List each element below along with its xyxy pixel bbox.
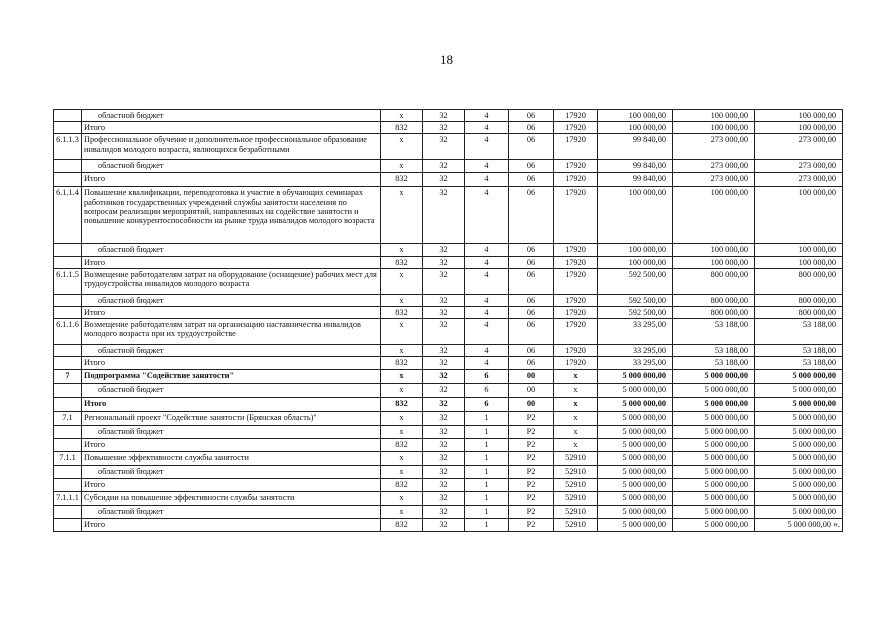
code-cell: 4 (465, 307, 509, 319)
code-cell: 17920 (554, 307, 598, 319)
row-name-cell: областной бюджет (82, 294, 381, 306)
amount-cell: 5 000 000,00 ». (755, 518, 843, 531)
code-cell: 32 (423, 268, 465, 294)
row-number-cell (54, 438, 82, 451)
code-cell: 17920 (554, 357, 598, 369)
code-cell: x (381, 134, 423, 160)
amount-cell: 273 000,00 (755, 173, 843, 187)
code-cell: 52910 (554, 478, 598, 491)
table-row (54, 425, 843, 438)
amount-cell: 5 000 000,00 (673, 505, 755, 518)
row-name-cell: областной бюджет (82, 345, 381, 357)
amount-cell: 53 188,00 (673, 319, 755, 345)
row-name-cell: Итого (82, 173, 381, 187)
amount-cell: 5 000 000,00 (755, 465, 843, 478)
code-cell: 32 (423, 160, 465, 173)
row-name-cell: областной бюджет (82, 505, 381, 518)
row-name-cell: Итого (82, 357, 381, 369)
amount-cell: 5 000 000,00 (673, 491, 755, 505)
code-cell: 4 (465, 357, 509, 369)
row-name-cell: Возмещение работодателям затрат на организацию наставничества инвалидов молодого возраста при их трудоустройстве (82, 319, 381, 345)
code-cell: 32 (423, 425, 465, 438)
amount-cell: 100 000,00 (755, 110, 843, 122)
code-cell: 17920 (554, 244, 598, 256)
row-number-cell (54, 397, 82, 411)
closing-quote-mark: ». (831, 518, 840, 529)
amount-cell: 53 188,00 (673, 357, 755, 369)
row-number-cell: 6.1.1.3 (54, 134, 82, 160)
row-name-cell: Итого (82, 307, 381, 319)
code-cell: x (381, 425, 423, 438)
amount-cell: 5 000 000,00 (598, 518, 673, 531)
amount-cell: 5 000 000,00 (755, 478, 843, 491)
row-number-cell: 7 (54, 369, 82, 383)
table-row (54, 122, 843, 134)
code-cell: 4 (465, 319, 509, 345)
table-row (54, 160, 843, 173)
code-cell: 32 (423, 357, 465, 369)
amount-cell: 5 000 000,00 (598, 465, 673, 478)
code-cell: 32 (423, 369, 465, 383)
code-cell: 52910 (554, 465, 598, 478)
row-name-cell: областной бюджет (82, 383, 381, 397)
code-cell: x (381, 451, 423, 465)
amount-cell: 100 000,00 (755, 122, 843, 134)
amount-cell: 800 000,00 (673, 294, 755, 306)
amount-cell: 5 000 000,00 (673, 397, 755, 411)
code-cell: 4 (465, 122, 509, 134)
amount-cell: 800 000,00 (755, 307, 843, 319)
table-row (54, 307, 843, 319)
code-cell: 4 (465, 160, 509, 173)
code-cell: 06 (509, 187, 554, 244)
code-cell: 32 (423, 244, 465, 256)
code-cell: 17920 (554, 187, 598, 244)
code-cell: x (381, 319, 423, 345)
code-cell: 4 (465, 256, 509, 268)
row-number-cell (54, 518, 82, 531)
amount-cell: 5 000 000,00 (673, 478, 755, 491)
amount-cell: 100 000,00 (673, 122, 755, 134)
amount-cell: 5 000 000,00 (598, 451, 673, 465)
code-cell: 832 (381, 438, 423, 451)
code-cell: 17920 (554, 256, 598, 268)
code-cell: 32 (423, 397, 465, 411)
amount-cell: 100 000,00 (673, 256, 755, 268)
code-cell: x (381, 345, 423, 357)
table-row (54, 256, 843, 268)
row-number-cell (54, 160, 82, 173)
amount-cell: 100 000,00 (598, 122, 673, 134)
table-row (54, 268, 843, 294)
code-cell: x (381, 160, 423, 173)
table-row (54, 411, 843, 425)
table-row (54, 438, 843, 451)
row-number-cell: 7.1.1.1 (54, 491, 82, 505)
amount-cell: 5 000 000,00 (673, 369, 755, 383)
code-cell: 32 (423, 307, 465, 319)
code-cell: 06 (509, 160, 554, 173)
table-row (54, 345, 843, 357)
row-number-cell (54, 478, 82, 491)
row-number-cell (54, 357, 82, 369)
table-row (54, 294, 843, 306)
table-row (54, 518, 843, 531)
amount-cell: 5 000 000,00 (755, 505, 843, 518)
row-number-cell (54, 505, 82, 518)
amount-cell: 5 000 000,00 (673, 465, 755, 478)
code-cell: 17920 (554, 110, 598, 122)
amount-cell: 5 000 000,00 (673, 425, 755, 438)
row-number-cell: 6.1.1.6 (54, 319, 82, 345)
code-cell: 4 (465, 268, 509, 294)
row-number-cell (54, 383, 82, 397)
table-row (54, 110, 843, 122)
code-cell: x (381, 369, 423, 383)
amount-cell: 800 000,00 (755, 268, 843, 294)
code-cell: 4 (465, 134, 509, 160)
table-row (54, 369, 843, 383)
row-name-cell: областной бюджет (82, 160, 381, 173)
amount-cell: 5 000 000,00 (598, 491, 673, 505)
row-name-cell: Итого (82, 122, 381, 134)
code-cell: 17920 (554, 345, 598, 357)
code-cell: 32 (423, 110, 465, 122)
code-cell: P2 (509, 518, 554, 531)
code-cell: 1 (465, 465, 509, 478)
code-cell: 832 (381, 357, 423, 369)
amount-cell: 53 188,00 (755, 357, 843, 369)
table-row (54, 319, 843, 345)
code-cell: 06 (509, 345, 554, 357)
code-cell: 4 (465, 187, 509, 244)
code-cell: x (381, 268, 423, 294)
code-cell: P2 (509, 491, 554, 505)
code-cell: 32 (423, 451, 465, 465)
code-cell: 32 (423, 505, 465, 518)
code-cell: 832 (381, 397, 423, 411)
amount-cell: 800 000,00 (755, 294, 843, 306)
code-cell: 32 (423, 345, 465, 357)
amount-cell: 53 188,00 (755, 319, 843, 345)
amount-cell: 800 000,00 (673, 268, 755, 294)
amount-cell: 100 000,00 (673, 110, 755, 122)
row-number-cell: 6.1.1.5 (54, 268, 82, 294)
amount-cell: 5 000 000,00 (755, 451, 843, 465)
amount-cell: 5 000 000,00 (755, 369, 843, 383)
table-row (54, 357, 843, 369)
code-cell: 06 (509, 357, 554, 369)
code-cell: 32 (423, 122, 465, 134)
code-cell: 06 (509, 256, 554, 268)
code-cell: 06 (509, 307, 554, 319)
code-cell: 1 (465, 505, 509, 518)
code-cell: x (381, 383, 423, 397)
code-cell: 32 (423, 256, 465, 268)
code-cell: 17920 (554, 319, 598, 345)
code-cell: 17920 (554, 173, 598, 187)
amount-cell: 273 000,00 (673, 134, 755, 160)
amount-cell: 5 000 000,00 (598, 478, 673, 491)
row-name-cell: областной бюджет (82, 425, 381, 438)
amount-cell: 5 000 000,00 (598, 505, 673, 518)
amount-cell: 800 000,00 (673, 307, 755, 319)
page-number: 18 (440, 52, 453, 67)
amount-cell: 100 000,00 (755, 187, 843, 244)
code-cell: 1 (465, 425, 509, 438)
amount-cell: 5 000 000,00 (598, 425, 673, 438)
code-cell: 32 (423, 187, 465, 244)
code-cell: 00 (509, 383, 554, 397)
amount-cell: 100 000,00 (598, 187, 673, 244)
code-cell: x (381, 465, 423, 478)
row-number-cell (54, 173, 82, 187)
amount-cell: 100 000,00 (755, 244, 843, 256)
code-cell: 832 (381, 307, 423, 319)
table-row (54, 383, 843, 397)
table-row (54, 478, 843, 491)
code-cell: 06 (509, 122, 554, 134)
amount-cell: 100 000,00 (598, 244, 673, 256)
row-name-cell: Итого (82, 256, 381, 268)
table-row (54, 451, 843, 465)
code-cell: 52910 (554, 491, 598, 505)
amount-cell: 5 000 000,00 (755, 438, 843, 451)
row-name-cell: Субсидии на повышение эффективности службы занятости (82, 491, 381, 505)
code-cell: 17920 (554, 134, 598, 160)
code-cell: P2 (509, 451, 554, 465)
row-name-cell: Итого (82, 518, 381, 531)
row-name-cell: Итого (82, 438, 381, 451)
budget-table (53, 109, 843, 532)
code-cell: 6 (465, 383, 509, 397)
code-cell: x (381, 244, 423, 256)
code-cell: x (554, 411, 598, 425)
amount-cell: 5 000 000,00 (598, 383, 673, 397)
row-name-cell: Подпрограмма "Содействие занятости" (82, 369, 381, 383)
code-cell: 832 (381, 478, 423, 491)
code-cell: 32 (423, 319, 465, 345)
row-name-cell: областной бюджет (82, 110, 381, 122)
code-cell: P2 (509, 478, 554, 491)
amount-cell: 5 000 000,00 (755, 411, 843, 425)
row-number-cell (54, 345, 82, 357)
code-cell: x (554, 425, 598, 438)
code-cell: 32 (423, 173, 465, 187)
code-cell: x (381, 491, 423, 505)
row-name-cell: Итого (82, 478, 381, 491)
amount-cell: 592 500,00 (598, 268, 673, 294)
code-cell: 4 (465, 244, 509, 256)
row-name-cell: Повышение эффективности службы занятости (82, 451, 381, 465)
code-cell: 32 (423, 294, 465, 306)
code-cell: 06 (509, 294, 554, 306)
amount-cell: 273 000,00 (673, 173, 755, 187)
code-cell: 17920 (554, 294, 598, 306)
amount-cell: 99 840,00 (598, 160, 673, 173)
amount-cell: 273 000,00 (755, 160, 843, 173)
row-number-cell: 6.1.1.4 (54, 187, 82, 244)
table-row (54, 491, 843, 505)
amount-cell: 99 840,00 (598, 173, 673, 187)
row-name-cell: Итого (82, 397, 381, 411)
code-cell: 32 (423, 518, 465, 531)
code-cell: 52910 (554, 505, 598, 518)
table-row (54, 465, 843, 478)
row-number-cell (54, 307, 82, 319)
code-cell: 1 (465, 518, 509, 531)
code-cell: x (554, 438, 598, 451)
amount-cell: 5 000 000,00 (755, 383, 843, 397)
code-cell: 32 (423, 383, 465, 397)
code-cell: 32 (423, 134, 465, 160)
amount-cell: 100 000,00 (673, 244, 755, 256)
amount-cell: 33 295,00 (598, 357, 673, 369)
code-cell: 06 (509, 110, 554, 122)
code-cell: x (381, 505, 423, 518)
row-number-cell (54, 122, 82, 134)
code-cell: x (554, 383, 598, 397)
code-cell: 4 (465, 294, 509, 306)
amount-cell: 100 000,00 (598, 110, 673, 122)
amount-cell: 5 000 000,00 (673, 411, 755, 425)
table-row (54, 187, 843, 244)
amount-cell: 33 295,00 (598, 319, 673, 345)
amount-cell: 5 000 000,00 (673, 451, 755, 465)
amount-cell: 5 000 000,00 (673, 518, 755, 531)
code-cell: P2 (509, 465, 554, 478)
amount-cell: 33 295,00 (598, 345, 673, 357)
row-number-cell: 7.1 (54, 411, 82, 425)
code-cell: 32 (423, 491, 465, 505)
amount-cell: 5 000 000,00 (755, 397, 843, 411)
row-number-cell (54, 465, 82, 478)
code-cell: 17920 (554, 122, 598, 134)
code-cell: 1 (465, 478, 509, 491)
code-cell: 06 (509, 244, 554, 256)
code-cell: P2 (509, 411, 554, 425)
code-cell: x (381, 411, 423, 425)
amount-cell: 100 000,00 (598, 256, 673, 268)
row-number-cell (54, 244, 82, 256)
code-cell: 06 (509, 134, 554, 160)
code-cell: 1 (465, 438, 509, 451)
code-cell: x (554, 397, 598, 411)
code-cell: 06 (509, 268, 554, 294)
amount-cell: 5 000 000,00 (673, 438, 755, 451)
table-body (54, 110, 843, 532)
amount-cell: 53 188,00 (673, 345, 755, 357)
amount-cell: 5 000 000,00 (598, 438, 673, 451)
code-cell: 00 (509, 369, 554, 383)
row-name-cell: Повышение квалификации, переподготовка и участие в обучающих семинарах работников государственных учреждений службы занятости населения по вопросам реализации мероприятий, направленных на содействие занятости и повышение конкурентоспособности на рынке труда инвалидов молодого возраста (82, 187, 381, 244)
row-number-cell (54, 294, 82, 306)
row-name-cell: Возмещение работодателям затрат на оборудование (оснащение) рабочих мест для трудоустройства инвалидов молодого возраста (82, 268, 381, 294)
code-cell: P2 (509, 438, 554, 451)
row-number-cell (54, 110, 82, 122)
amount-cell: 592 500,00 (598, 294, 673, 306)
code-cell: 00 (509, 397, 554, 411)
code-cell: x (381, 294, 423, 306)
code-cell: 06 (509, 173, 554, 187)
amount-cell: 5 000 000,00 (673, 383, 755, 397)
code-cell: 4 (465, 110, 509, 122)
code-cell: 32 (423, 411, 465, 425)
code-cell: 832 (381, 256, 423, 268)
code-cell: 832 (381, 173, 423, 187)
row-name-cell: областной бюджет (82, 244, 381, 256)
code-cell: 52910 (554, 451, 598, 465)
amount-cell: 53 188,00 (755, 345, 843, 357)
amount-cell: 273 000,00 (755, 134, 843, 160)
amount-cell: 5 000 000,00 (598, 397, 673, 411)
amount-cell: 592 500,00 (598, 307, 673, 319)
code-cell: 17920 (554, 160, 598, 173)
code-cell: x (381, 187, 423, 244)
amount-cell: 99 840,00 (598, 134, 673, 160)
code-cell: 4 (465, 173, 509, 187)
amount-cell: 5 000 000,00 (755, 491, 843, 505)
amount-cell: 100 000,00 (673, 187, 755, 244)
code-cell: 06 (509, 319, 554, 345)
row-number-cell (54, 256, 82, 268)
amount-cell: 5 000 000,00 (598, 369, 673, 383)
row-name-cell: Профессиональное обучение и дополнительное профессиональное образование инвалидов молодого возраста, являющихся безработными (82, 134, 381, 160)
table-row (54, 397, 843, 411)
table-row (54, 173, 843, 187)
table-row (54, 134, 843, 160)
code-cell: 32 (423, 438, 465, 451)
code-cell: P2 (509, 505, 554, 518)
code-cell: x (381, 110, 423, 122)
code-cell: 6 (465, 397, 509, 411)
row-name-cell: Региональный проект "Содействие занятости (Брянская область)" (82, 411, 381, 425)
row-number-cell (54, 425, 82, 438)
code-cell: 1 (465, 411, 509, 425)
code-cell: 52910 (554, 518, 598, 531)
amount-cell: 5 000 000,00 (755, 425, 843, 438)
code-cell: 832 (381, 518, 423, 531)
amount-cell: 273 000,00 (673, 160, 755, 173)
code-cell: P2 (509, 425, 554, 438)
row-number-cell: 7.1.1 (54, 451, 82, 465)
amount-cell: 100 000,00 (755, 256, 843, 268)
table-row (54, 244, 843, 256)
code-cell: 17920 (554, 268, 598, 294)
code-cell: 32 (423, 478, 465, 491)
code-cell: 6 (465, 369, 509, 383)
code-cell: 4 (465, 345, 509, 357)
code-cell: 1 (465, 451, 509, 465)
table-row (54, 505, 843, 518)
code-cell: 1 (465, 491, 509, 505)
code-cell: x (554, 369, 598, 383)
row-name-cell: областной бюджет (82, 465, 381, 478)
code-cell: 32 (423, 465, 465, 478)
code-cell: 832 (381, 122, 423, 134)
amount-cell: 5 000 000,00 (598, 411, 673, 425)
